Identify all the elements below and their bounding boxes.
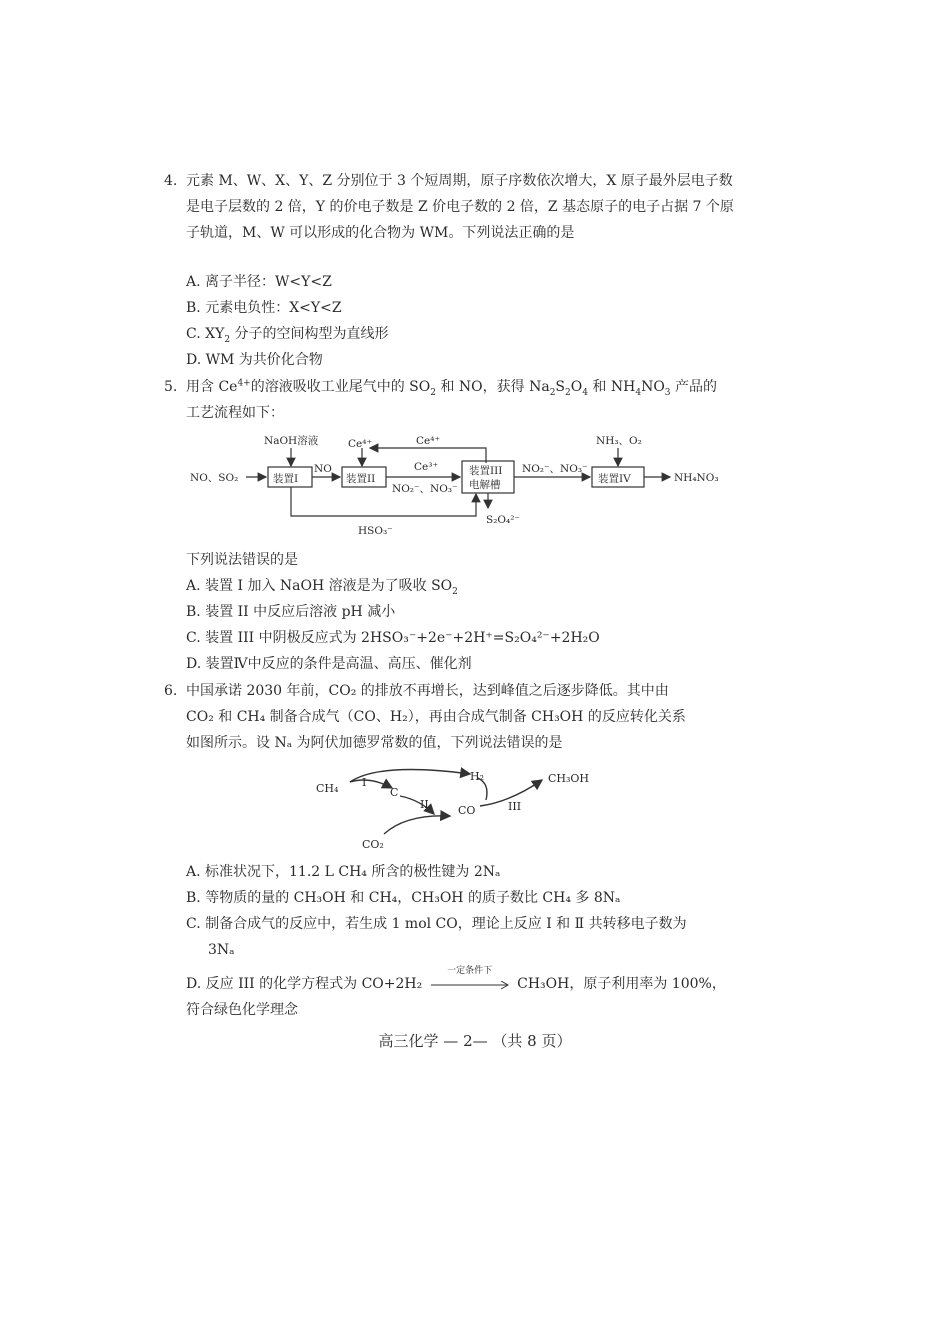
stem-text: 用含 Ce [186,379,238,395]
condition-arrow [431,966,509,991]
stem-sub: 4 [582,387,588,398]
stem-text: 工艺流程如下： [186,405,284,421]
c-label: C [390,786,399,799]
device-1-label: 装置I [273,473,299,485]
stem-sub: 2 [430,387,436,398]
ce4-label-b: Ce⁴⁺ [416,435,440,447]
device-3-label-line1: 装置III [469,465,503,477]
co-label: CO [458,804,476,817]
naoh-label: NaOH溶液 [264,435,319,447]
diagram-output-label: NH₄NO₃ [674,472,719,484]
stem-sub: 2 [565,387,571,398]
q4-option-a: A. 离子半径：W<Y<Z [186,274,332,290]
stem-text: 和 NH [587,379,636,395]
page-footer: 高三化学 — 2— （共 8 页） [378,1032,572,1050]
question-stem [186,678,734,756]
stem-text: NO [641,379,665,395]
question-number: 4. [164,173,178,189]
q5-prompt: 下列说法错误的是 [186,552,298,568]
stem-text: O [570,379,583,395]
diagram-input-label: NO、SO₂ [190,472,239,484]
step-ii-label: II [420,798,429,811]
reaction-arrow-i-c [350,780,392,788]
q6-option-d-post: CH₃OH，原子利用率为 100%， [517,976,726,992]
nh3-o2-label: NH₃、O₂ [596,435,642,447]
device-2-label: 装置II [346,473,376,485]
stem-line-2: CO₂ 和 CH₄ 制备合成气（CO、H₂），再由合成气制备 CH₃OH 的反应转化关系 [186,709,686,725]
condition-label: 一定条件下 [447,966,493,976]
stem-line-3: 如图所示。设 Nₐ 为阿伏加德罗常数的值，下列说法错误的是 [186,735,563,751]
q6-option-a: A. 标准状况下，11.2 L CH₄ 所含的极性键为 2Nₐ [186,864,501,880]
stem-text: 产品的 [670,379,717,395]
reaction-arrow-ii-c [400,796,434,814]
q4-option-c [186,322,389,346]
no-label: NO [314,463,332,475]
q6-option-d-line2: 符合绿色化学理念 [186,1002,298,1018]
stem-sub: 2 [549,387,556,398]
question-4 [164,168,734,246]
co2-label: CO₂ [362,838,384,851]
question-6 [164,678,734,756]
q5-option-a [186,574,458,598]
step-iii-label: III [508,800,522,813]
hso3-label: HSO₃⁻ [358,525,393,537]
step-i-label: I [362,776,367,789]
ce3-label: Ce³⁺ [414,461,438,473]
device-4-label: 装置IV [598,473,631,485]
q4-option-c-pre: C. XY [186,326,225,342]
stem-sub: 4 [635,387,642,398]
q5-option-c: C. 装置 III 中阴极反应式为 2HSO₃⁻+2e⁻+2H⁺=S₂O₄²⁻+2H₂O [186,630,600,646]
question-stem: 元素 M、W、X、Y、Z 分别位于 3 个短周期，原子序数依次增大，X 原子最外层电子数是电子层数的 2 倍，Y 的价电子数是 Z 价电子数的 2 倍，Z 基态原子的电子占据 7 个原子轨道，M、W 可以形成的化合物为 WM。下列说法正确的是 [186,173,734,241]
stem-sub: 3 [664,387,671,398]
stem-line-1: 中国承诺 2030 年前，CO₂ 的排放不再增长，达到峰值之后逐步降低。其中由 [186,683,669,699]
ch3oh-label: CH₃OH [548,772,590,785]
h2-label: H₂ [470,770,485,783]
q5-option-b: B. 装置 II 中反应后溶液 pH 减小 [186,604,396,620]
q5-option-a-text: A. 装置 I 加入 NaOH 溶液是为了吸收 SO [186,578,453,594]
q5-option-a-sub: 2 [452,586,458,597]
ce4-label-a: Ce⁴⁺ [348,438,372,450]
device-3-label-line2: 电解槽 [469,479,501,491]
ch4-label: CH₄ [316,782,339,795]
s2o4-label: S₂O₄²⁻ [486,514,520,526]
q4-option-b: B. 元素电负性：X<Y<Z [186,300,342,316]
question-number: 6. [164,683,178,699]
q6-option-c: C. 制备合成气的反应中，若生成 1 mol CO，理论上反应 Ⅰ 和 Ⅱ 共转移电子数为 [186,916,687,932]
no2-no3-label-a: NO₂⁻、NO₃⁻ [392,483,458,495]
stem-sup: 4+ [237,378,251,389]
reaction-diagram [310,762,610,854]
question-number: 5. [164,379,178,395]
q6-option-c-line2: 3Nₐ [208,942,235,958]
stem-text: 和 NO，获得 Na [436,379,550,395]
q4-option-d: D. WM 为共价化合物 [186,352,323,368]
q6-option-d [186,966,726,996]
q5-option-d: D. 装置Ⅳ中反应的条件是高温、高压、催化剂 [186,656,472,672]
no2-no3-label-b: NO₂⁻、NO₃⁻ [522,463,588,475]
reaction-arrow-ii-co2 [384,816,450,834]
q4-option-c-sub: 2 [224,334,231,345]
q6-option-b: B. 等物质的量的 CH₃OH 和 CH₄，CH₃OH 的质子数比 CH₄ 多 8Nₐ [186,890,621,906]
question-5 [164,374,734,426]
stem-text: 的溶液吸收工业尾气中的 SO [250,379,431,395]
q4-option-c-post: 分子的空间构型为直线形 [230,326,389,342]
stem-text: S [555,379,566,395]
question-stem [186,374,734,426]
condition-arrow-line [431,981,509,991]
process-flow-diagram [180,430,740,542]
q6-option-d-pre: D. 反应 III 的化学方程式为 CO+2H₂ [186,976,423,992]
